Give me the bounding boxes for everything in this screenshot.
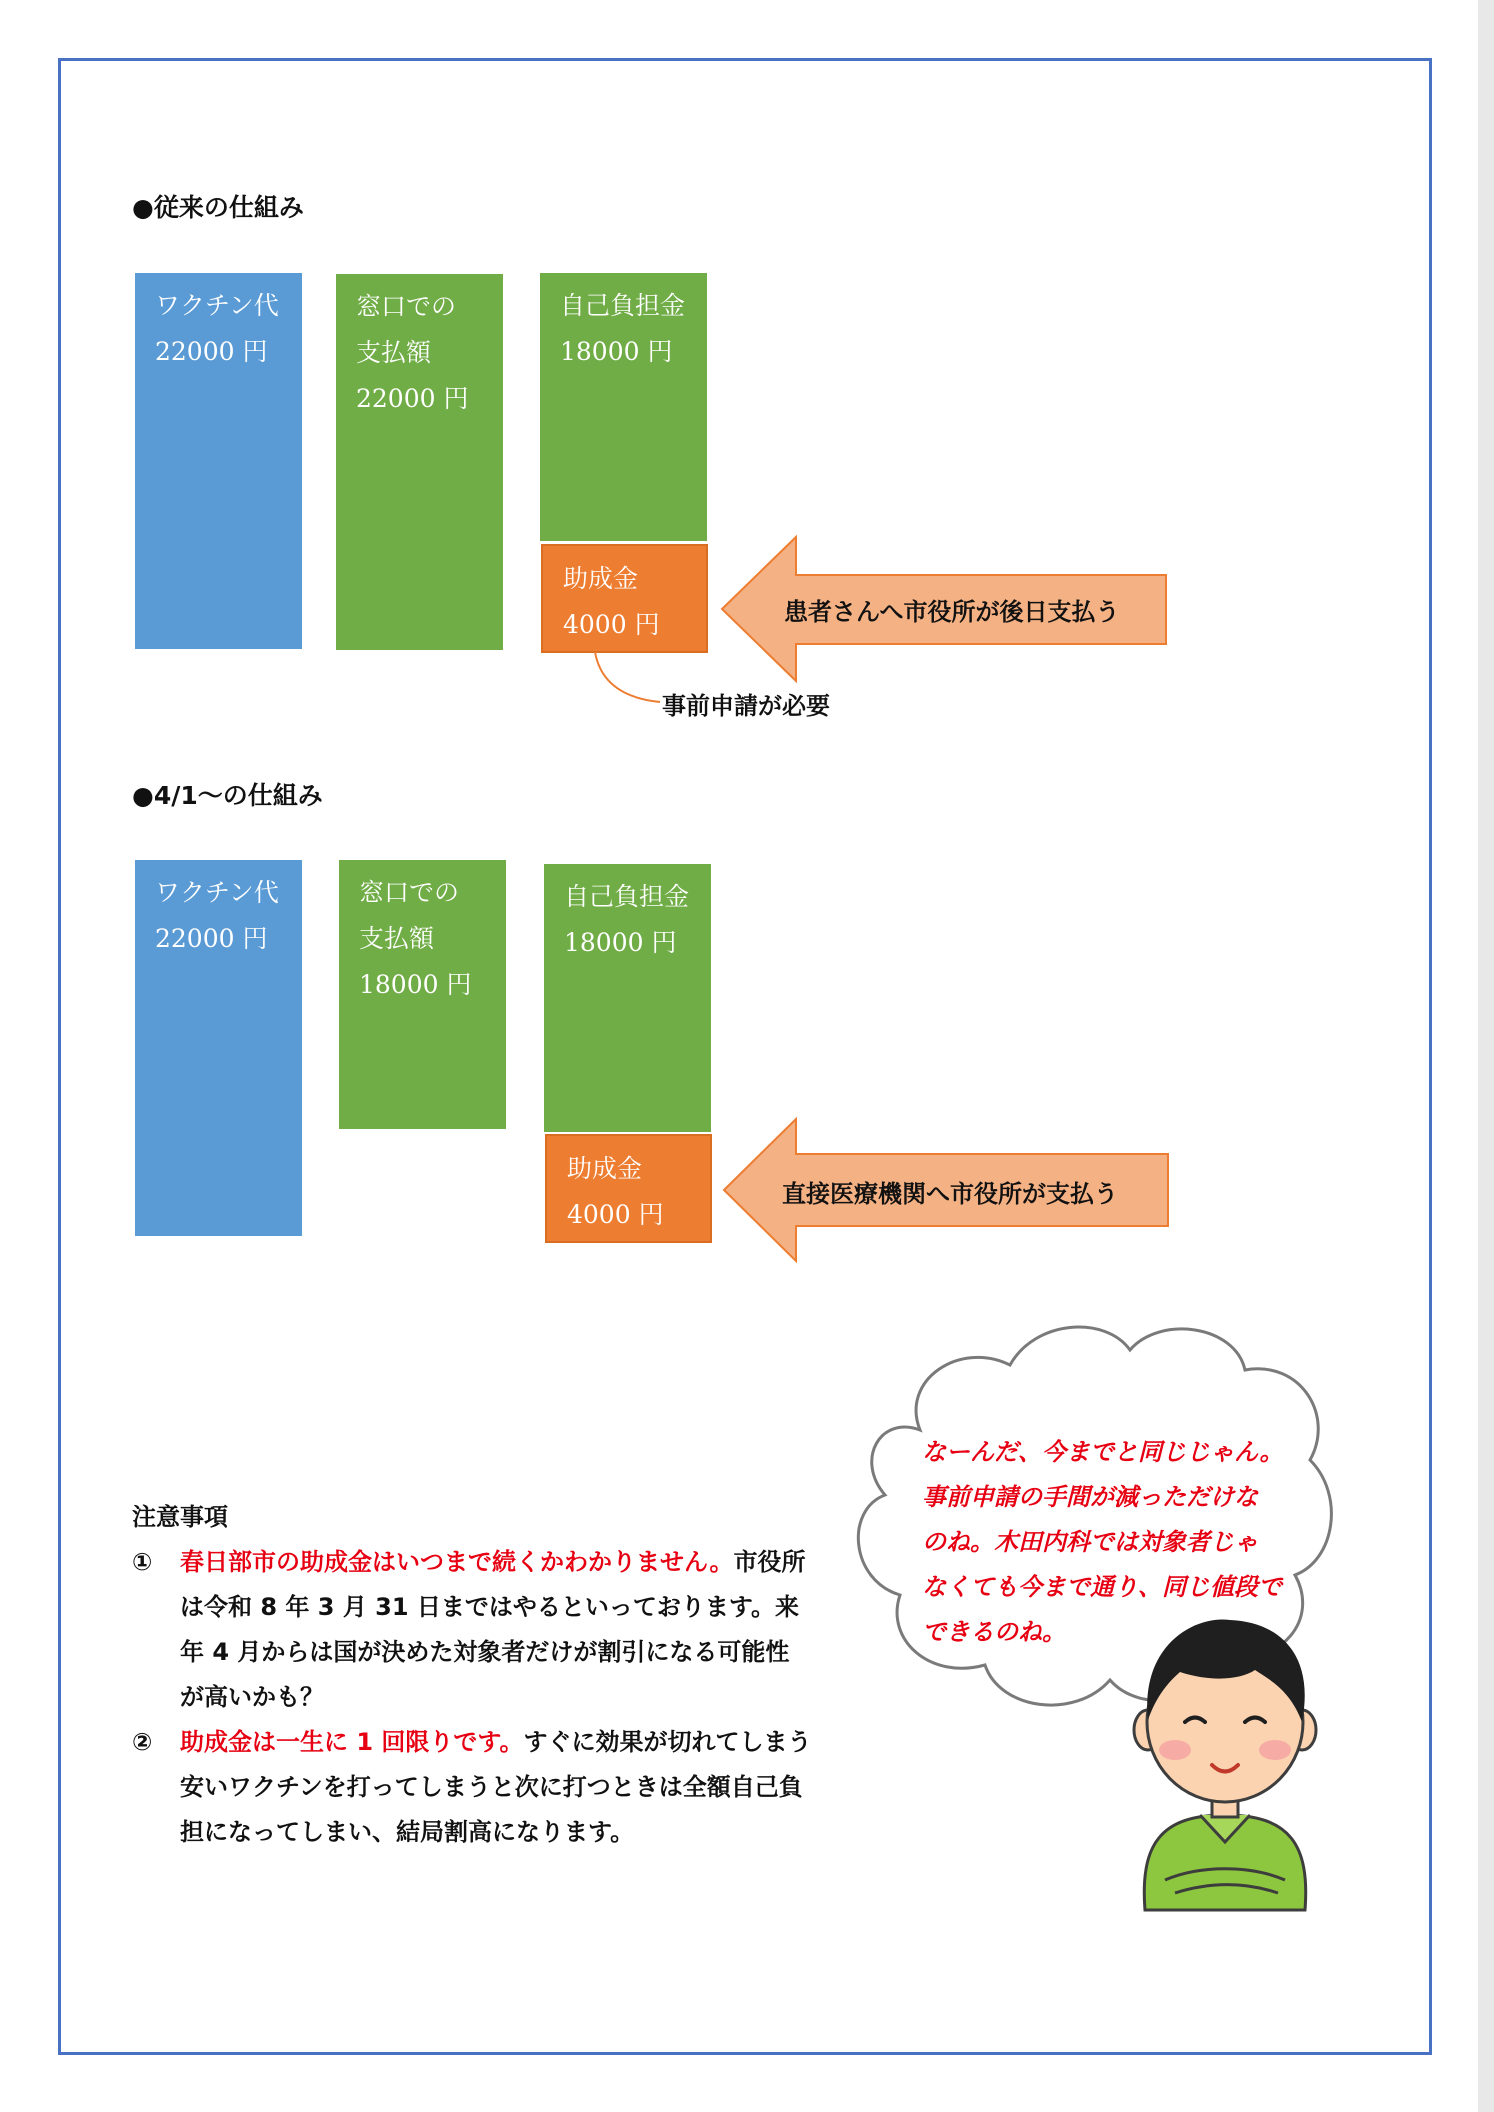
vaccine-label: ワクチン代 xyxy=(155,878,279,907)
section1-vaccine-box xyxy=(135,273,302,649)
section1-subsidy-box xyxy=(541,544,708,653)
speech-line-3: のね。木田内科では対象者じゃ xyxy=(922,1528,1258,1556)
advance-application-callout: 事前申請が必要 xyxy=(662,692,830,720)
subsidy-label: 助成金 xyxy=(567,1154,643,1183)
window-label2: 支払額 xyxy=(356,338,432,367)
speech-line-2: 事前申請の手間が減っただけな xyxy=(922,1483,1258,1511)
subsidy-amount: 4000 円 xyxy=(563,610,660,639)
window-label2: 支払額 xyxy=(359,924,435,953)
self-pay-amount: 18000 円 xyxy=(560,337,673,366)
note-1-highlight: 春日部市の助成金はいつまで続くかわかりません。 xyxy=(180,1548,734,1576)
section1-self-pay-box xyxy=(540,273,707,541)
section2-window-box xyxy=(339,860,506,1129)
notes-heading: 注意事項 xyxy=(132,1503,228,1531)
note-1-text: 市役所は令和 8 年 3 月 31 日まではやるといっております。来年 4 月からは国が決めた対象者だけが割引になる可能性が高いかも？ xyxy=(180,1548,806,1711)
section2-arrow-label: 直接医療機関へ市役所が支払う xyxy=(782,1180,1118,1208)
speech-line-4: なくても今まで通り、同じ値段で xyxy=(922,1573,1282,1601)
section2-title: ●4/1〜の仕組み xyxy=(132,781,323,810)
window-label: 窓口での xyxy=(356,292,457,321)
self-pay-amount: 18000 円 xyxy=(564,928,677,957)
note-2-text: すぐに効果が切れてしまう安いワクチンを打ってしまうと次に打つときは全額自己負担になってしまい、結局割高になります。 xyxy=(180,1728,812,1846)
self-pay-label: 自己負担金 xyxy=(560,291,686,320)
notes-section xyxy=(132,1495,812,1855)
section2-subsidy-box xyxy=(545,1134,712,1243)
note-item-1 xyxy=(132,1540,812,1720)
speech-line-1: なーんだ、今までと同じじゃん。 xyxy=(922,1438,1284,1466)
speech-line-5: できるのね。 xyxy=(922,1618,1066,1646)
vaccine-amount: 22000 円 xyxy=(155,924,268,953)
note-item-2 xyxy=(132,1720,812,1855)
self-pay-label: 自己負担金 xyxy=(564,882,690,911)
window-amount: 18000 円 xyxy=(359,970,472,999)
note-number-1: ① xyxy=(132,1548,153,1576)
vaccine-amount: 22000 円 xyxy=(155,337,268,366)
note-number-2: ② xyxy=(132,1728,153,1756)
vaccine-label: ワクチン代 xyxy=(155,291,279,320)
section2-self-pay-box xyxy=(544,864,711,1132)
man-illustration xyxy=(1120,1610,1330,1930)
section2-vaccine-box xyxy=(135,860,302,1236)
callout-connector xyxy=(590,650,670,710)
window-label: 窓口での xyxy=(359,878,460,907)
subsidy-amount: 4000 円 xyxy=(567,1200,664,1229)
page-edge xyxy=(1478,0,1494,2112)
subsidy-label: 助成金 xyxy=(563,564,639,593)
note-2-highlight: 助成金は一生に 1 回限りです。 xyxy=(180,1728,524,1756)
section1-arrow-label: 患者さんへ市役所が後日支払う xyxy=(784,598,1120,626)
window-amount: 22000 円 xyxy=(356,384,469,413)
section1-window-box xyxy=(336,274,503,650)
section1-title: ●従来の仕組み xyxy=(132,193,304,222)
